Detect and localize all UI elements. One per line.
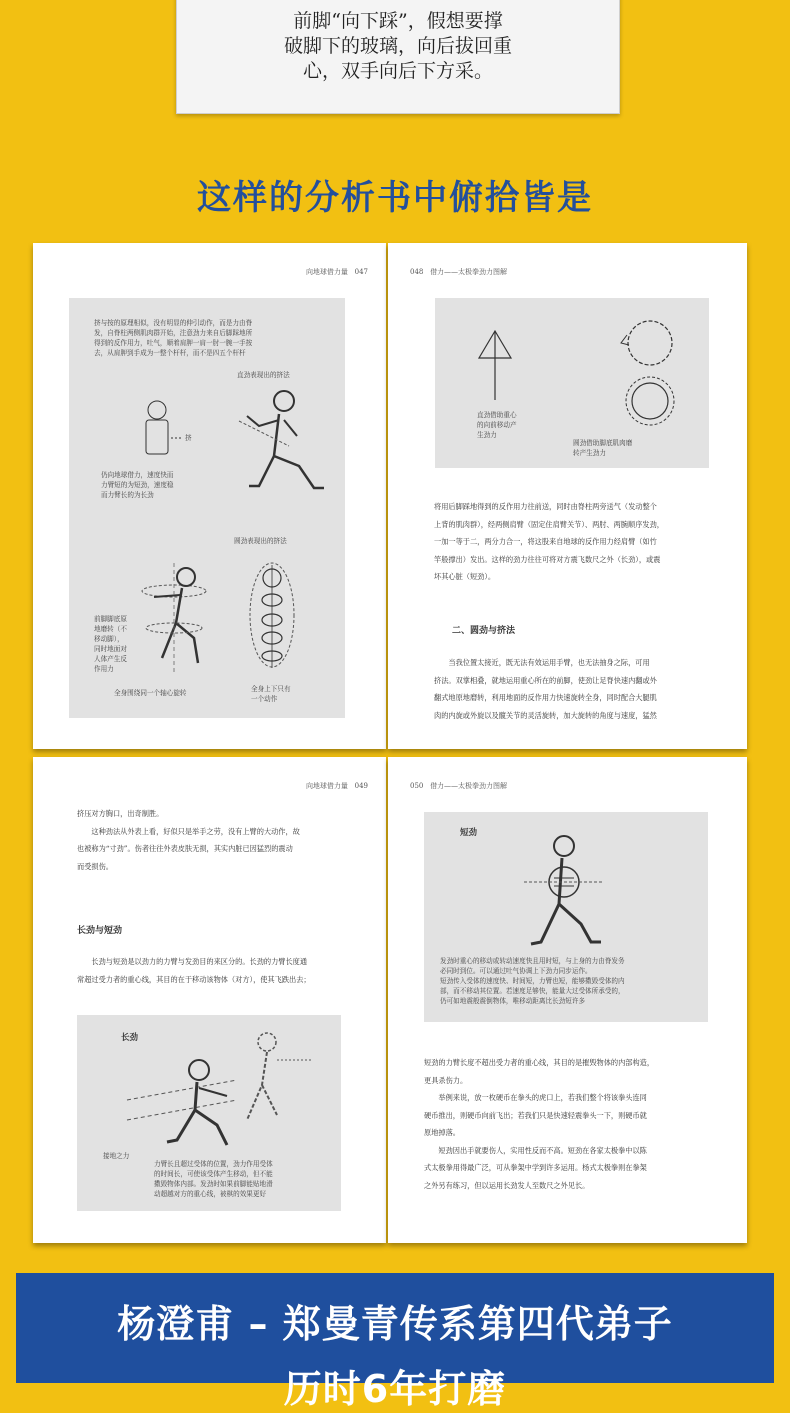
page-number: 048 [410, 268, 424, 276]
text-line: 硬币推出，则硬币向前飞出；若我们只是快速轻震拳头一下，则硬币就 [424, 1110, 647, 1120]
running-head [306, 781, 368, 791]
book-page-049 [33, 757, 386, 1243]
text-line: 之外另有练习，但以运用长劲发人至数尺之外见长。 [424, 1180, 590, 1190]
paragraph-2 [434, 654, 724, 724]
label-round [573, 438, 632, 458]
paragraph-1 [434, 498, 724, 586]
panel-note [154, 1159, 339, 1199]
text-line: 挤法。双掌相叠，就地运用重心所在的前脚，使劲让足脊快速内翻或外 [434, 675, 657, 685]
note-line: 必同时到位。可以通过吐气协调上下劲力同步运作。 [440, 967, 592, 975]
running-head-title: 借力——太极拳劲力图解 [430, 782, 508, 790]
intro-line: 发，自脊柱两侧肌肉群开始，注意劲力来自后脚踩地所 [94, 329, 253, 337]
running-head [410, 781, 507, 791]
text-line: 当我位置太接近，既无法有效运用手臂，也无法抽身之际，可用 [448, 658, 650, 667]
text-line: 肉的内旋或外旋以及髋关节的灵活旋转，加大旋转的角度与速度，猛然 [434, 710, 657, 720]
label-line: 圆劲借助脚底肌肉磨 [573, 439, 633, 447]
quote-card [176, 0, 620, 114]
text-line: 原地掉落。 [424, 1128, 460, 1137]
caption-line: 全身上下只有 [251, 685, 291, 693]
note-line: 同时地面对 [94, 645, 127, 653]
quote-line-2: 破脚下的玻璃，向后拔回重 [283, 35, 512, 57]
note-line: 仍向地球借力，速度快而 [101, 471, 174, 479]
note-left [101, 470, 211, 500]
paragraph [424, 1054, 714, 1194]
quote-line-3: 心，双手向后下方采。 [302, 60, 493, 82]
note-line: 前脚脚底原 [94, 615, 127, 623]
note-line: 移动脚）， [94, 635, 124, 643]
label-straight-ji: 直劲表现出的挤法 [237, 371, 290, 379]
note-line: 人体产生反 [94, 655, 127, 663]
text-line: 短劲因出手就要伤人，实用性反而不高。短劲在各家太极拳中以陈 [438, 1145, 647, 1155]
illustration-panel [69, 298, 345, 718]
running-head-title: 借力——太极拳劲力图解 [430, 268, 508, 276]
rotation-circles-icon [615, 313, 685, 433]
note-line: 的时间长，可使该受体产生移动，但不能 [154, 1170, 273, 1178]
banner-line-1: 杨澄甫 – 郑曼青传系第四代弟子 [117, 1302, 673, 1346]
panel-note [440, 956, 702, 1006]
text-line: 式太极拳用得最广泛，可从拳架中学到许多运用。杨式太极拳则在拳架 [424, 1163, 647, 1172]
bottom-banner [16, 1273, 774, 1411]
text-line: 竿般撑出）发出。这样的劲力往往可将对方震飞数尺之外（长劲），或震 [434, 554, 661, 564]
top-paragraph [77, 805, 352, 875]
label-straight [477, 410, 517, 440]
intro-line: 得到的反作用力，吐气，顺着肩胛一肩一肘一腕一手按 [94, 339, 253, 347]
illustration-panel [77, 1015, 341, 1211]
panel-title: 短劲 [460, 828, 478, 838]
note-line: 仍可如地震般震倒物体，唯移动距离比长劲短许多 [440, 997, 586, 1005]
caption-line: 一个动作 [251, 695, 278, 703]
note-pivot [94, 614, 154, 674]
text-line: 将用后脚踩地得到的反作用力往前送，同时由脊柱两旁送气（发动整个 [434, 502, 657, 511]
note-line: 而力臂长的为长劲 [101, 491, 154, 499]
caption-right [251, 684, 321, 704]
caption-left: 全身围绕同一个轴心旋转 [114, 689, 187, 697]
note-line: 发劲时重心的移动或转动速度快且用时短，与上身的力由脊发务 [440, 957, 625, 965]
note-line: 力臂长且超过受体的位置，劲力作用受体 [154, 1160, 273, 1168]
running-head-title: 向地球借力量 [305, 268, 348, 276]
label-line: 生劲力 [477, 431, 497, 439]
page-number: 049 [354, 782, 368, 790]
straight-ji-figure-icon [229, 386, 329, 501]
text-line: 也被称为“寸劲”。伤者往往外表皮肤无损，其实内脏已因猛烈的震动 [77, 844, 293, 853]
section-heading: 长劲与短劲 [77, 926, 123, 936]
label-ji: 挤 [185, 434, 192, 442]
book-page-050 [388, 757, 747, 1243]
note-line: 部，而不移动其位置。若速度足够快，能量大过受体所承受的， [440, 987, 625, 995]
text-line: 长劲与短劲是以劲力的力臂与发劲目的来区分的。长劲的力臂长度通 [91, 957, 308, 966]
page-number: 047 [354, 268, 368, 276]
page-number: 050 [410, 782, 424, 790]
text-line: 挤压对方胸口，出奇制胜。 [77, 809, 164, 818]
book-page-048 [388, 243, 747, 749]
label-line: 的向前移动产 [477, 421, 517, 429]
note-line: 力臂短的为短劲，速度稳 [101, 481, 174, 489]
text-line: 这种劲法从外表上看，好似只是举手之劳，没有上臂的大动作，故 [91, 826, 300, 836]
text-line: 更具杀伤力。 [424, 1075, 468, 1085]
panel-title: 长劲 [121, 1033, 139, 1043]
note-line: 作用力 [94, 665, 114, 673]
note-line: 擞毁物体内部。发劲时如果前脚能贴地滑 [154, 1180, 273, 1188]
intro-text [94, 318, 334, 358]
short-jin-figure-icon [519, 834, 619, 949]
illustration-panel [424, 812, 708, 1022]
banner-line-2: 历时6年打磨 [283, 1367, 507, 1411]
running-head [410, 267, 507, 277]
text-line: 翻式地原地磨转，利用地面的反作用力快速旋转全身，同时配合大腿肌 [434, 693, 657, 702]
running-head-title: 向地球借力量 [305, 782, 348, 790]
text-line: 坏其心脏（短劲）。 [434, 572, 496, 581]
intro-line: 去，从肩胛到手成为一整个杆杆，而不是四五个杆杆 [94, 349, 246, 357]
text-line: 一加一等于二，两分力合一，将这股来自地球的反作用力经肩臂（如竹 [434, 537, 657, 546]
axis-stack-icon [247, 560, 297, 670]
text-line: 常超过受力者的重心线，其目的在于移动该物体（对方），使其飞跌出去； [77, 974, 311, 984]
text-line: 上背的肌肉群），经两侧肩臂（固定住肩臂关节）、两肘、两腕顺序发劲， [434, 519, 664, 529]
long-jin-figure-icon [117, 1030, 317, 1155]
paragraph [77, 953, 352, 988]
note-line: 短劲传入受体的速度快、时间短，力臂也短，能够擞毁受体的内 [440, 977, 625, 985]
running-head [306, 267, 368, 277]
intro-line: 挤与按的原理相似，没有明显的伸引动作，而是力由脊 [94, 319, 253, 327]
illustration-panel [435, 298, 709, 468]
text-line: 举例来说，放一枚硬币在拳头的虎口上，若我们整个将该拳头连同 [438, 1093, 647, 1102]
note-line: 地磨转（不 [94, 625, 127, 633]
section-heading: 二、圆劲与挤法 [452, 626, 516, 636]
book-page-047 [33, 243, 386, 749]
note-line: 动超越对方的重心线，被棋的效果更好 [154, 1190, 267, 1198]
quote-line-1: 前脚“向下踩”，假想要撑 [293, 10, 503, 32]
straight-arrow-icon [475, 328, 515, 403]
text-line: 短劲的力臂长度不超出受力者的重心线，其目的是摧毁物体的内部构造， [424, 1058, 655, 1067]
text-line: 而受损伤。 [77, 861, 113, 871]
label-line: 转产生劲力 [573, 449, 606, 457]
label-round-ji: 圆劲表现出的挤法 [234, 537, 287, 545]
label-ground: 接地之力 [103, 1152, 130, 1160]
label-line: 直劲借助重心 [477, 411, 517, 419]
section-headline: 这样的分析书中俯拾皆是 [197, 178, 593, 218]
